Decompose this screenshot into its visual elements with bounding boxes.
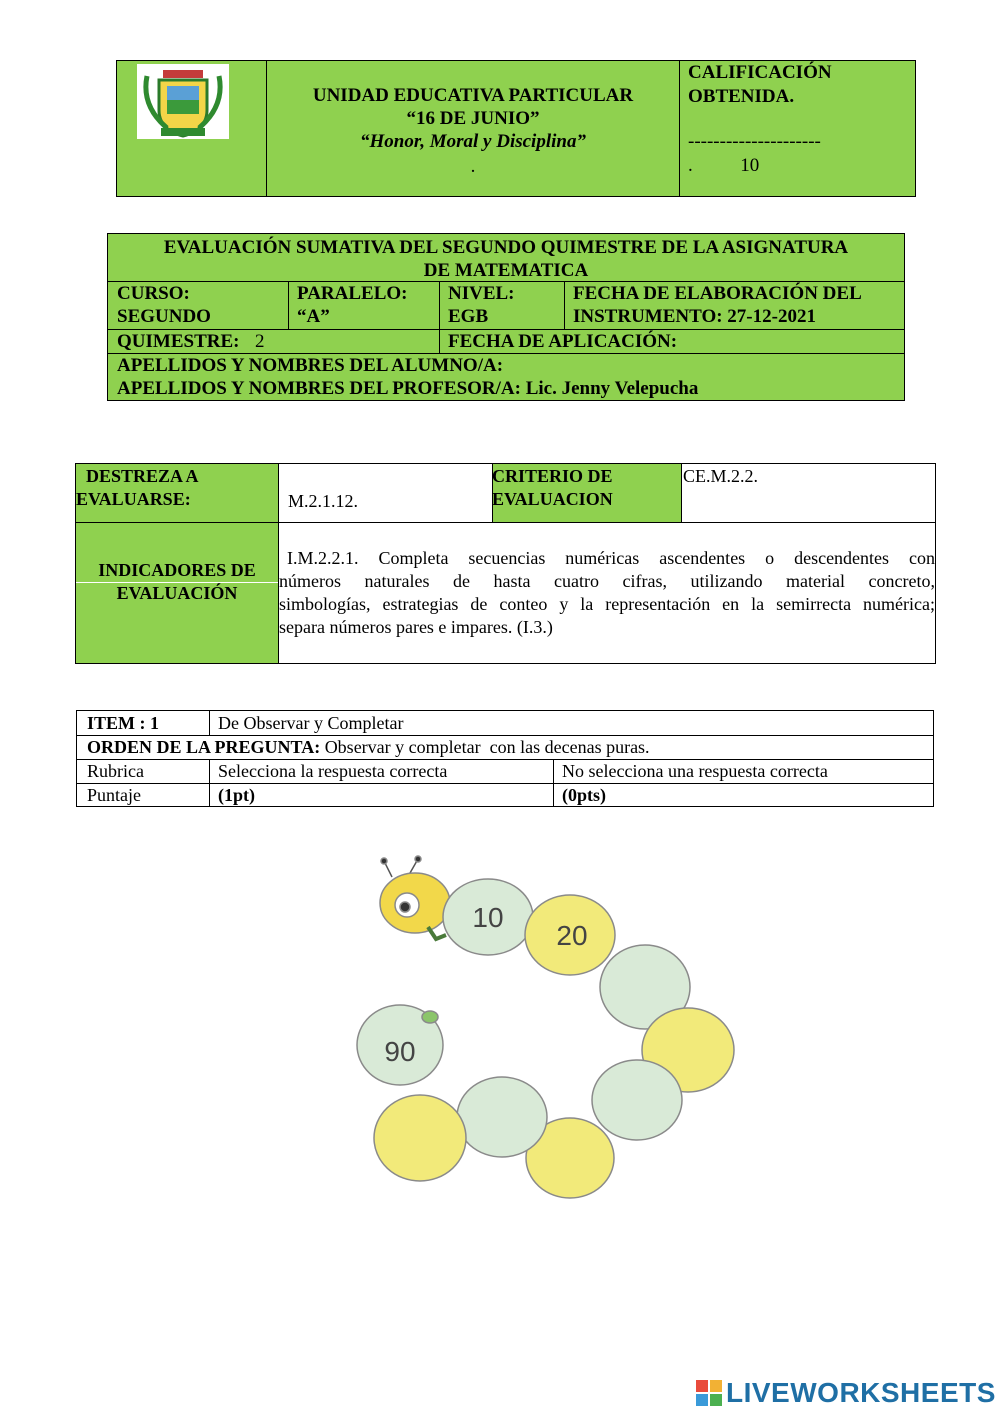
school-date: “16 DE JUNIO” — [406, 108, 540, 129]
paralelo-value: “A” — [297, 306, 330, 327]
caterpillar-head — [380, 856, 450, 939]
watermark-text: LIVEWORKSHEETS — [726, 1377, 996, 1408]
school-name-cell — [266, 60, 680, 197]
paralelo-label: PARALELO: — [297, 283, 408, 304]
caterpillar-segment — [374, 1095, 466, 1181]
quimestre-value: 2 — [255, 331, 265, 352]
criterio-label-1: CRITERIO DE — [492, 466, 613, 486]
orden-label: ORDEN DE LA PREGUNTA: — [87, 737, 321, 757]
grade-cell — [679, 60, 916, 197]
puntaje-incorrect: (0pts) — [562, 785, 606, 805]
caterpillar-segment — [457, 1077, 547, 1157]
indicator-line: números naturales de hasta cuatro cifras, utilizando material concreto, — [279, 571, 935, 591]
indicator-line: separa números pares e impares. (I.3.) — [279, 617, 553, 637]
item-value: De Observar y Completar — [218, 713, 404, 733]
grade-title-2: OBTENIDA. — [688, 86, 795, 107]
rubrica-correct: Selecciona la respuesta correcta — [218, 761, 448, 781]
fecha-aplicacion: FECHA DE APLICACIÓN: — [448, 331, 678, 352]
school-header — [116, 60, 916, 197]
grade-title-1: CALIFICACIÓN — [688, 62, 832, 83]
grade-value: . 10 — [688, 155, 760, 176]
indicadores-label-2: EVALUACIÓN — [116, 583, 238, 603]
profesor-name: APELLIDOS Y NOMBRES DEL PROFESOR/A: Lic. Jenny Velepucha — [117, 378, 699, 399]
nivel-value: EGB — [448, 306, 489, 327]
school-motto: “Honor, Moral y Disciplina” — [360, 131, 586, 152]
evaluation-title-2: DE MATEMATICA — [423, 260, 589, 281]
evaluation-title-1: EVALUACIÓN SUMATIVA DEL SEGUNDO QUIMESTRE DE LA ASIGNATURA — [163, 237, 849, 258]
destreza-label-1: DESTREZA A — [86, 466, 199, 486]
destreza-code: M.2.1.12. — [288, 491, 359, 511]
puntaje-correct: (1pt) — [218, 785, 255, 805]
indicator-text — [279, 547, 935, 639]
item-label: ITEM : 1 — [87, 713, 159, 733]
logo-cell — [116, 60, 267, 197]
indicadores-label-1: INDICADORES DE — [98, 560, 256, 580]
segment-label-10: 10 — [472, 902, 504, 933]
rubrica-label: Rubrica — [87, 761, 144, 781]
school-name: UNIDAD EDUCATIVA PARTICULAR — [312, 85, 634, 106]
criterio-label-2: EVALUACION — [492, 489, 613, 509]
caterpillar-segment — [592, 1060, 682, 1140]
destreza-label-2: EVALUARSE: — [76, 489, 191, 509]
caterpillar-illustration — [340, 855, 760, 1215]
indicator-line: simbologías, estrategias de conteo y la representación en la semirrecta numérica; — [279, 594, 935, 614]
rubrica-incorrect: No selecciona una respuesta correcta — [562, 761, 828, 781]
quimestre-label: QUIMESTRE: — [117, 331, 240, 352]
curso-value: SEGUNDO — [117, 306, 211, 327]
segment-label-90: 90 — [384, 1036, 416, 1067]
fecha-elaboracion-2: INSTRUMENTO: 27-12-2021 — [573, 306, 816, 327]
alumno-name-label: APELLIDOS Y NOMBRES DEL ALUMNO/A: — [117, 355, 504, 376]
destreza-table — [75, 463, 936, 664]
evaluation-table — [107, 233, 905, 401]
item-table — [76, 710, 934, 807]
indicator-line: I.M.2.2.1. Completa secuencias numéricas ascendentes o descendentes con — [287, 548, 935, 568]
liveworksheets-watermark — [696, 1378, 996, 1408]
curso-label: CURSO: — [117, 283, 190, 304]
liveworksheets-logo-icon — [696, 1380, 722, 1406]
segment-label-20: 20 — [556, 920, 588, 951]
fecha-elaboracion-1: FECHA DE ELABORACIÓN DEL — [573, 283, 862, 304]
puntaje-label: Puntaje — [87, 785, 141, 805]
orden-value: Observar y completar con las decenas puras. — [320, 737, 650, 757]
nivel-label: NIVEL: — [448, 283, 515, 304]
grade-line: --------------------- — [688, 131, 821, 152]
school-dot: . — [470, 156, 476, 177]
criterio-value: CE.M.2.2. — [683, 466, 759, 486]
school-logo — [137, 64, 229, 139]
